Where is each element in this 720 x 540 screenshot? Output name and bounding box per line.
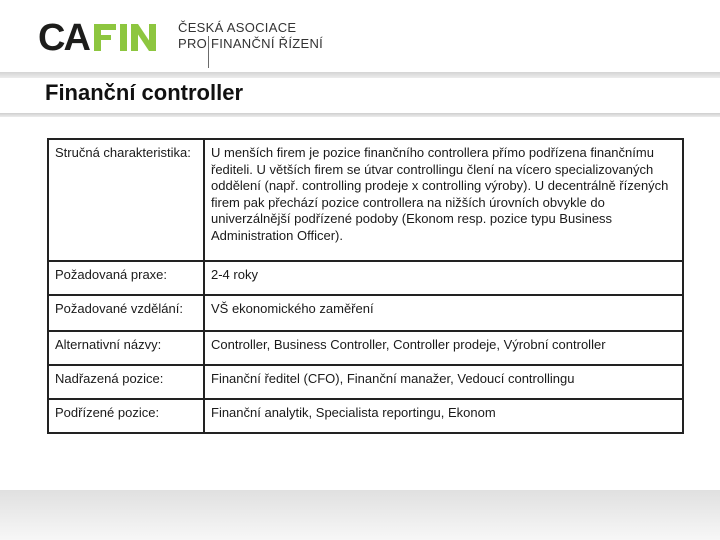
row-label: Nadřazená pozice: <box>48 365 204 399</box>
org-name-line1: ČESKÁ ASOCIACE <box>178 20 297 35</box>
row-value: 2-4 roky <box>204 261 683 295</box>
table-row <box>48 399 683 433</box>
org-name-line2: PRO FINANČNÍ ŘÍZENÍ <box>178 36 324 51</box>
header-band <box>0 72 720 78</box>
row-label: Podřízené pozice: <box>48 399 204 433</box>
table-row <box>48 139 683 261</box>
row-label: Stručná charakteristika: <box>48 139 204 261</box>
table-row <box>48 331 683 365</box>
row-value: Controller, Business Controller, Controller prodeje, Výrobní controller <box>204 331 683 365</box>
page-title: Finanční controller <box>45 80 244 105</box>
footer-band <box>0 490 720 540</box>
job-info-table <box>47 138 684 434</box>
row-value: Finanční ředitel (CFO), Finanční manažer, Vedoucí controllingu <box>204 365 683 399</box>
svg-text:CA: CA <box>38 17 89 58</box>
cafin-logo-mark <box>38 16 170 58</box>
row-value: VŠ ekonomického zaměření <box>204 295 683 331</box>
title-band <box>0 113 720 117</box>
row-label: Požadované vzdělání: <box>48 295 204 331</box>
table-row <box>48 365 683 399</box>
row-value: U menších firem je pozice finančního controllera přímo podřízena finančnímu řediteli. U větších firem se útvar controllingu člení na vícero specializovaných oddělení (např. controlling prodeje x controlling výroby). U decentrálně řízených firem pak přechází pozice controllera na nižších úrovních obvykle do univerzálnější podřízené podoby (Ekonom resp. pozice typu Business Administration Officer). <box>204 139 683 261</box>
row-value: Finanční analytik, Specialista reportingu, Ekonom <box>204 399 683 433</box>
row-label: Požadovaná praxe: <box>48 261 204 295</box>
table-row <box>48 295 683 331</box>
table-row <box>48 261 683 295</box>
row-label: Alternativní názvy: <box>48 331 204 365</box>
